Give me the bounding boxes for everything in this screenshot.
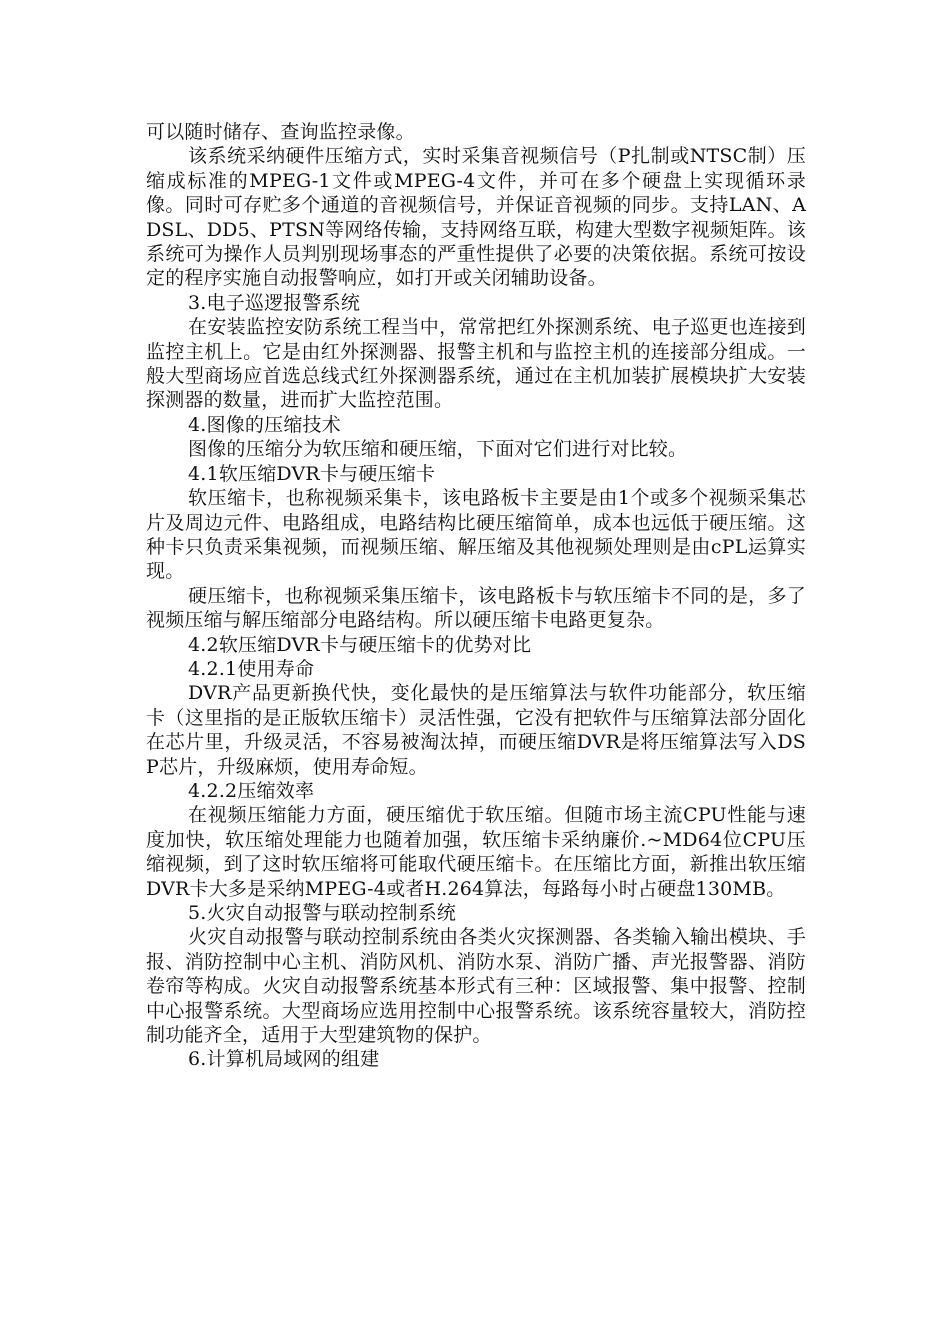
section-heading: 6.计算机局域网的组建 [188,1048,380,1071]
section-heading: 4.1软压缩DVR卡与硬压缩卡 [188,462,436,485]
section-heading: 3.电子巡逻报警系统 [188,291,361,314]
paragraph: 软压缩卡，也称视频采集卡，该电路板卡主要是由1个或多个视频采集芯片及周边元件、电路组成，电路结构比硬压缩简单，成本也远低于硬压缩。这种卡只负责采集视频，而视频压缩、解压缩及其他视频处理则是由cPL运算实现。 [146,487,806,583]
document-body [146,120,806,1072]
paragraph: 可以随时储存、查询监控录像。 [146,121,415,143]
subsection-heading: 4.2.1使用寿命 [188,657,315,680]
paragraph: 在安装监控安防系统工程当中，常常把红外探测系统、电子巡更也连接到监控主机上。它是由红外探测器、报警主机和与监控主机的连接部分组成。一般大型商场应首选总线式红外探测器系统，通过在主机加装扩展模块扩大安装探测器的数量，进而扩大监控范围。 [146,316,806,412]
paragraph: 该系统采纳硬件压缩方式，实时采集音视频信号（P扎制或NTSC制）压缩成标准的MPEG-1文件或MPEG-4文件，并可在多个硬盘上实现循环录像。同时可存贮多个通道的音视频信号，并保证音视频的同步。支持LAN、ADSL、DD5、PTSN等网络传输，支持网络互联，构建大型数字视频矩阵。该系统可为操作人员判别现场事态的严重性提供了必要的决策依据。系统可按设定的程序实施自动报警响应，如打开或关闭辅助设备。 [146,145,806,290]
section-heading: 4.2软压缩DVR卡与硬压缩卡的优势对比 [188,633,532,656]
paragraph: 硬压缩卡，也称视频采集压缩卡，该电路板卡与软压缩卡不同的是，多了视频压缩与解压缩部分电路结构。所以硬压缩卡电路更复杂。 [146,584,806,632]
section-heading: 5.火灾自动报警与联动控制系统 [188,902,457,924]
subsection-heading: 4.2.2压缩效率 [188,779,315,802]
paragraph: 火灾自动报警与联动控制系统由各类火灾探测器、各类输入输出模块、手报、消防控制中心主机、消防风机、消防水泵、消防广播、声光报警器、消防卷帘等构成。火灾自动报警系统基本形式有三种：区域报警、集中报警、控制中心报警系统。大型商场应选用控制中心报警系统。该系统容量较大，消防控制功能齐全，适用于大型建筑物的保护。 [146,926,806,1047]
paragraph: 图像的压缩分为软压缩和硬压缩，下面对它们进行对比较。 [188,438,688,461]
section-heading: 4.图像的压缩技术 [188,413,341,436]
paragraph: DVR产品更新换代快，变化最快的是压缩算法与软件功能部分，软压缩卡（这里指的是正版软压缩卡）灵活性强，它没有把软件与压缩算法部分固化在芯片里，升级灵活，不容易被淘汰掉，而硬压缩DVR是将压缩算法写入DSP芯片，升级麻烦，使用寿命短。 [146,682,806,778]
paragraph: 在视频压缩能力方面，硬压缩优于软压缩。但随市场主流CPU性能与速度加快，软压缩处理能力也随着加强，软压缩卡采纳廉价.~MD64位CPU压缩视频，到了这时软压缩将可能取代硬压缩卡。在压缩比方面，新推出软压缩DVR卡大多是采纳MPEG-4或者H.264算法，每路每小时占硬盘130MB。 [146,804,806,900]
